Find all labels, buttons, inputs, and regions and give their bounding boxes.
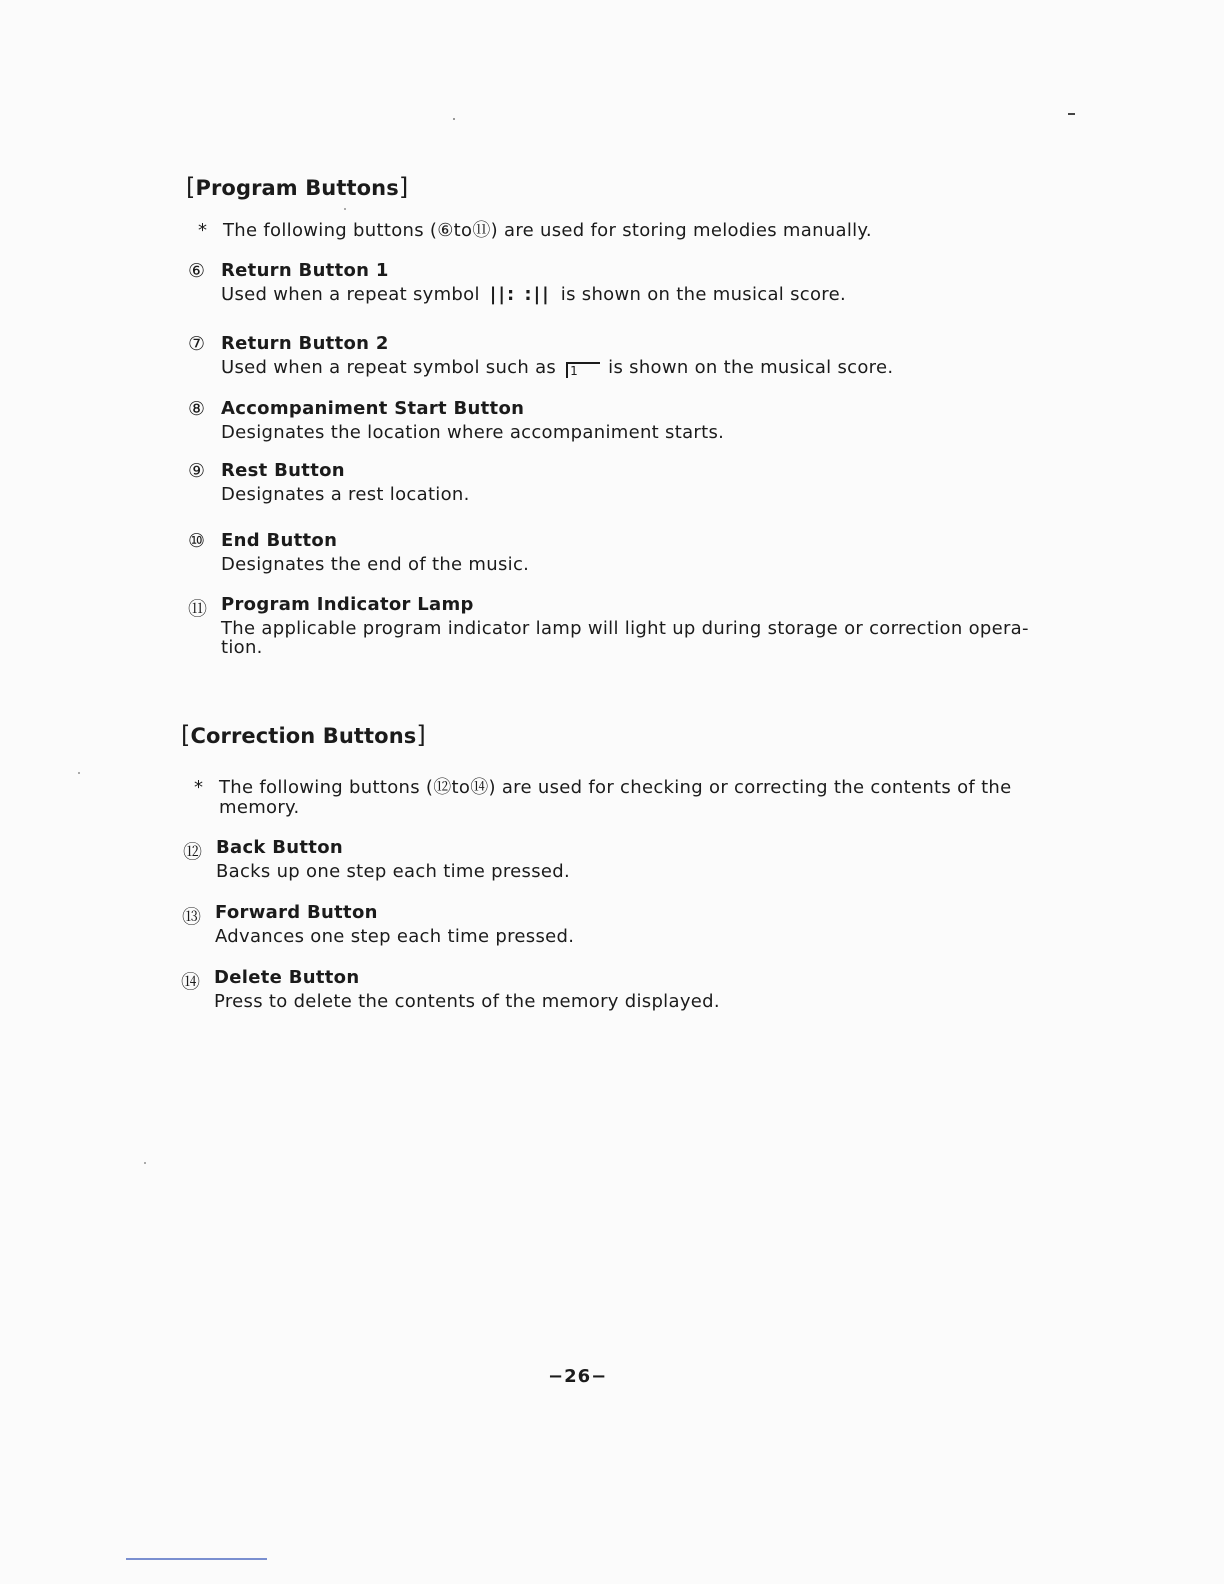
repeat-symbol-icon: ||: :||: [489, 284, 551, 305]
desc-text: is shown on the musical score.: [560, 284, 847, 305]
item-number: ⑫: [183, 841, 203, 863]
item-title: Return Button 1: [221, 260, 389, 281]
desc-line: tion.: [221, 637, 263, 658]
asterisk: *: [194, 777, 204, 798]
note-text: The following buttons (⑥to⑪) are used for storing melodies manually.: [223, 220, 872, 241]
item-description: [221, 285, 846, 304]
item-title: Forward Button: [215, 902, 378, 923]
scan-speck: [144, 1162, 146, 1164]
footer-rule: [126, 1558, 267, 1560]
desc-line: The applicable program indicator lamp will light up during storage or correction opera-: [221, 618, 1029, 639]
volta-bracket-icon: 1: [566, 362, 600, 378]
item-number: ⑬: [182, 906, 202, 928]
item-number: ⑭: [181, 971, 201, 993]
scan-speck: [453, 118, 455, 120]
section-title: Correction Buttons: [190, 724, 417, 748]
scan-mark: [1068, 113, 1075, 115]
item-description: Press to delete the contents of the memory displayed.: [214, 991, 720, 1012]
bracket-open: [: [181, 721, 191, 749]
program-buttons-heading: [186, 173, 408, 201]
item-number: ⑧: [188, 398, 206, 420]
bracket-close: ]: [398, 173, 409, 201]
note-text: [219, 778, 1012, 818]
item-title: Return Button 2: [221, 333, 389, 354]
note-line: memory.: [219, 797, 300, 818]
item-description: Designates the location where accompaniment starts.: [221, 422, 725, 443]
item-description: Advances one step each time pressed.: [215, 926, 575, 947]
item-number: ⑦: [188, 333, 206, 355]
item-description: [221, 358, 893, 378]
item-title: Program Indicator Lamp: [221, 594, 474, 615]
correction-buttons-heading: [181, 721, 426, 749]
bracket-open: [: [186, 173, 196, 201]
item-number: ⑩: [188, 530, 206, 552]
item-description: Designates the end of the music.: [221, 554, 530, 575]
section-title: Program Buttons: [195, 176, 399, 200]
item-title: Accompaniment Start Button: [221, 398, 525, 419]
scan-speck: [78, 772, 80, 774]
desc-text: Used when a repeat symbol: [221, 284, 480, 305]
asterisk: *: [198, 220, 208, 241]
item-title: Back Button: [216, 837, 343, 858]
scan-speck: [344, 208, 346, 210]
desc-text: is shown on the musical score.: [608, 357, 894, 378]
item-title: Delete Button: [214, 967, 360, 988]
item-description: [221, 619, 1029, 657]
item-number: ⑥: [188, 260, 206, 282]
item-number: ⑪: [188, 598, 208, 620]
bracket-close: ]: [416, 721, 426, 749]
page-number: −26−: [548, 1366, 608, 1387]
note-line: The following buttons (⑫to⑭) are used for checking or correcting the contents of the: [219, 777, 1012, 798]
item-title: Rest Button: [221, 460, 345, 481]
item-title: End Button: [221, 530, 338, 551]
item-description: Designates a rest location.: [221, 484, 470, 505]
item-description: Backs up one step each time pressed.: [216, 861, 571, 882]
item-number: ⑨: [188, 460, 206, 482]
desc-text: Used when a repeat symbol such as: [221, 357, 557, 378]
